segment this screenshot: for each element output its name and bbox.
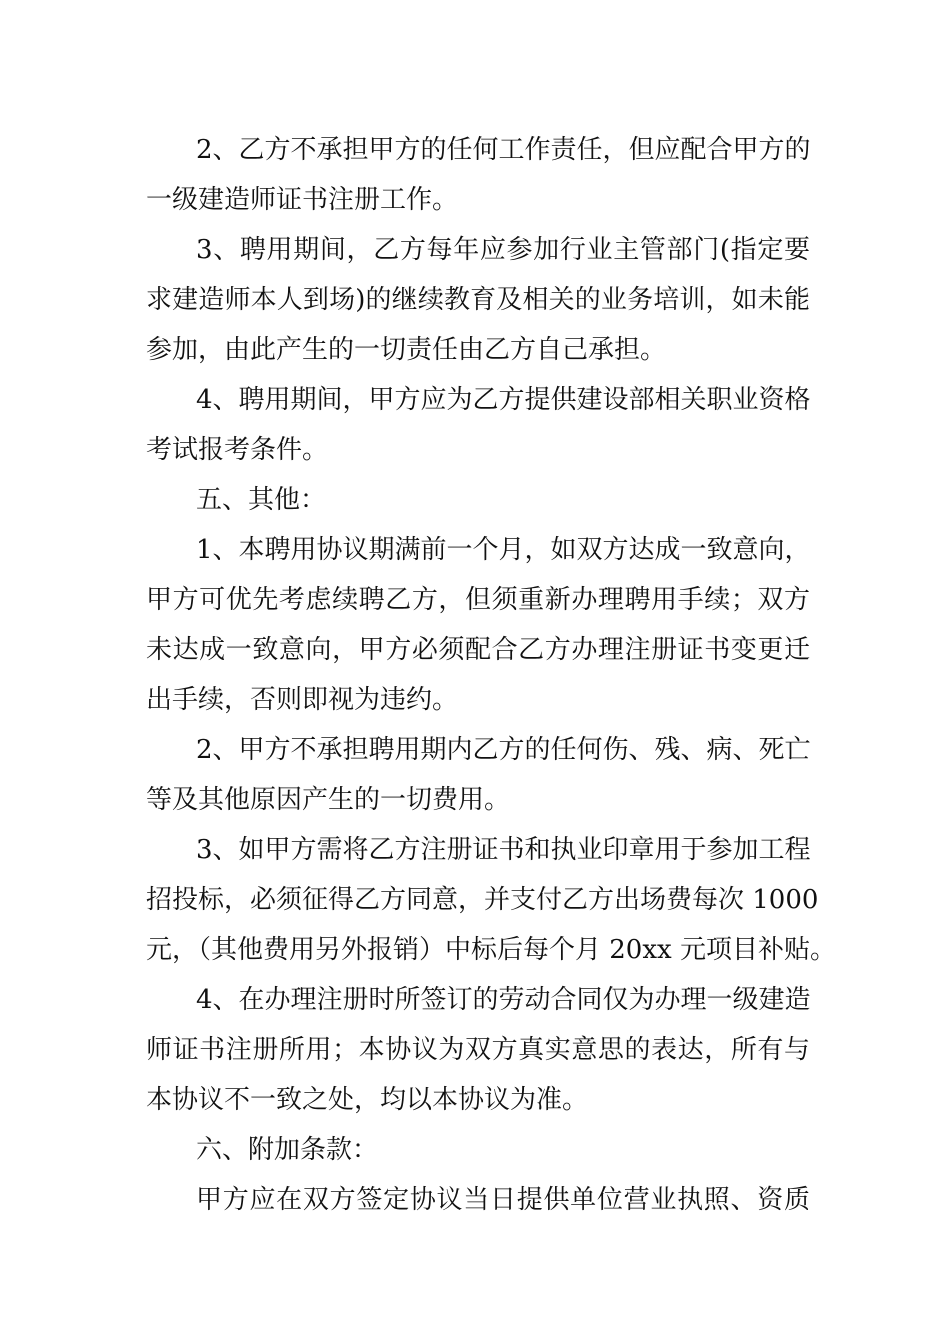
text-line: 元，（其他费用另外报销）中标后每个月 20xx 元项目补贴。 <box>146 935 836 965</box>
text-line: 2、乙方不承担甲方的任何工作责任，但应配合甲方的 <box>196 135 811 165</box>
text-line: 未达成一致意向，甲方必须配合乙方办理注册证书变更迁 <box>146 635 810 665</box>
text-line: 3、聘用期间，乙方每年应参加行业主管部门(指定要 <box>196 235 810 265</box>
text-line: 一级建造师证书注册工作。 <box>146 185 459 215</box>
text-line: 求建造师本人到场)的继续教育及相关的业务培训，如未能 <box>146 285 810 315</box>
text-line: 师证书注册所用；本协议为双方真实意思的表达，所有与 <box>146 1035 810 1065</box>
text-line: 4、在办理注册时所签订的劳动合同仅为办理一级建造 <box>196 985 811 1015</box>
text-line: 甲方应在双方签定协议当日提供单位营业执照、资质 <box>196 1185 810 1215</box>
text-line: 2、甲方不承担聘用期内乙方的任何伤、残、病、死亡 <box>196 735 811 765</box>
text-line: 甲方可优先考虑续聘乙方，但须重新办理聘用手续；双方 <box>146 585 810 615</box>
text-line: 4、聘用期间，甲方应为乙方提供建设部相关职业资格 <box>196 385 811 415</box>
text-line: 等及其他原因产生的一切费用。 <box>146 785 511 815</box>
text-line: 1、本聘用协议期满前一个月，如双方达成一致意向， <box>196 535 811 565</box>
text-line: 考试报考条件。 <box>146 435 329 465</box>
text-line: 参加，由此产生的一切责任由乙方自己承担。 <box>146 335 667 365</box>
section-heading: 五、其他： <box>196 485 327 515</box>
text-line: 本协议不一致之处，均以本协议为准。 <box>146 1085 589 1115</box>
text-line: 出手续，否则即视为违约。 <box>146 685 459 715</box>
text-line: 3、如甲方需将乙方注册证书和执业印章用于参加工程 <box>196 835 811 865</box>
section-heading: 六、附加条款： <box>196 1135 379 1165</box>
text-line: 招投标，必须征得乙方同意，并支付乙方出场费每次 1000 <box>146 885 819 915</box>
